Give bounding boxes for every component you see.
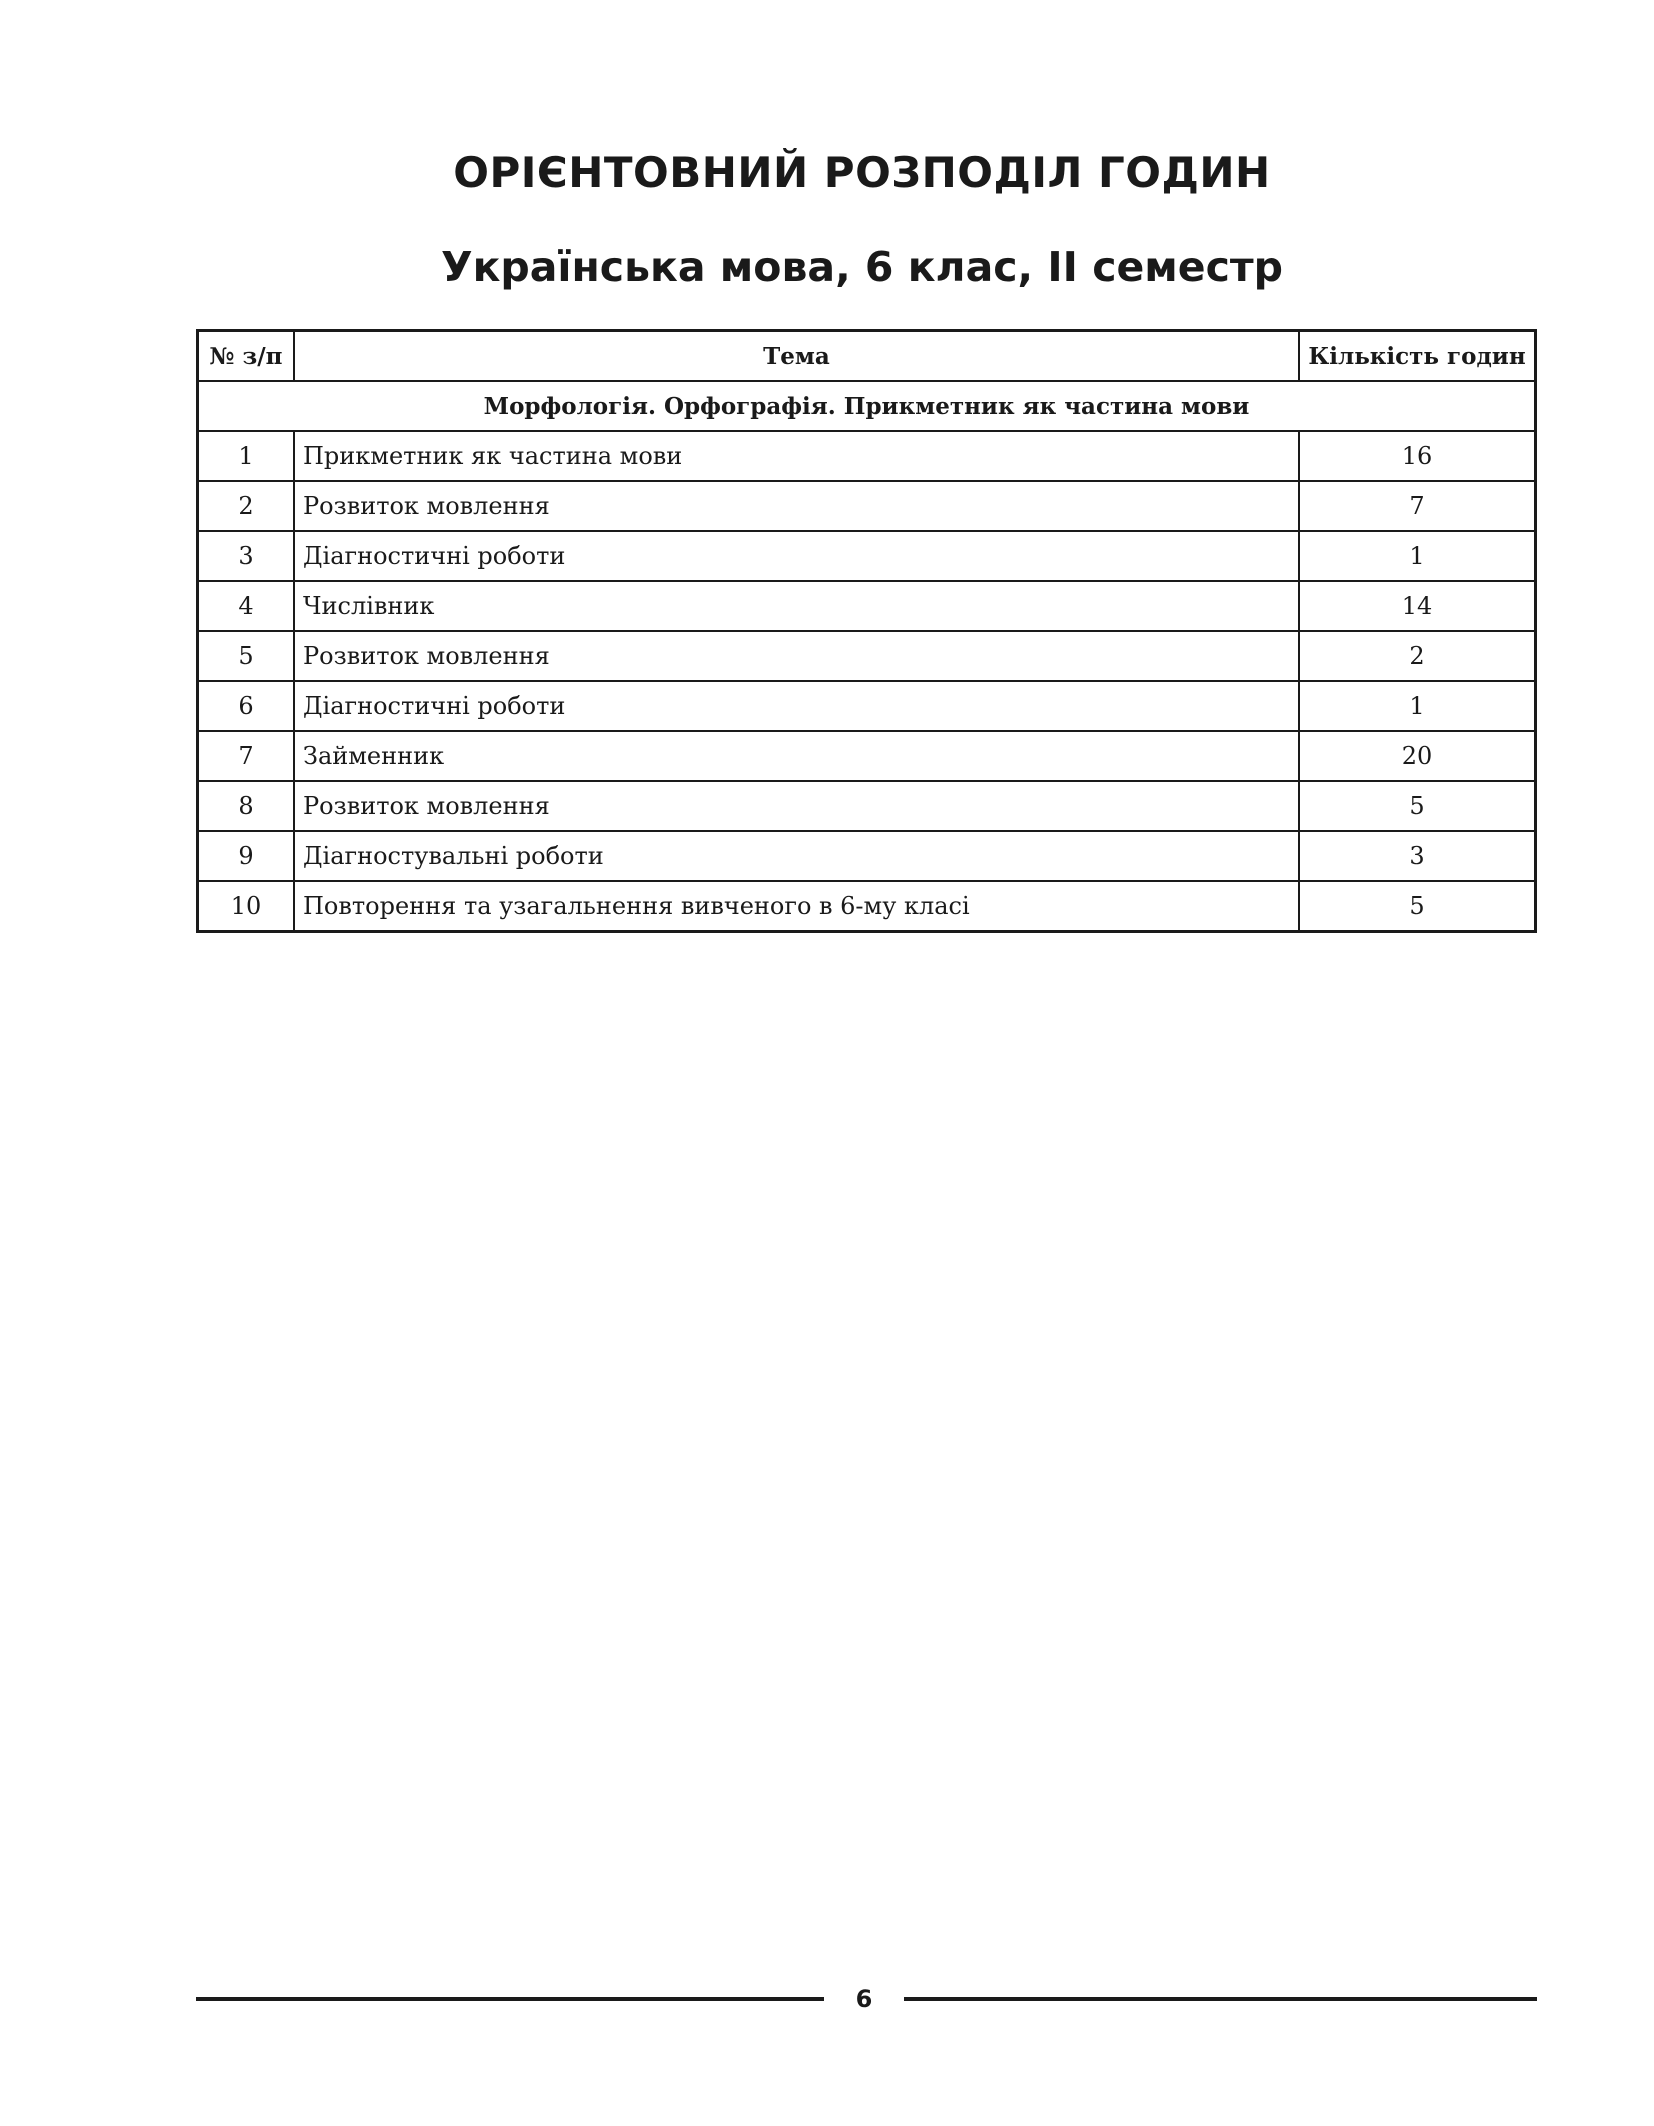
table-row <box>198 481 1536 531</box>
row-hours: 20 <box>1299 731 1536 781</box>
section-row <box>198 381 1536 431</box>
table-header-row <box>198 331 1536 382</box>
table-row <box>198 531 1536 581</box>
row-number: 8 <box>198 781 295 831</box>
row-topic: Займенник <box>294 731 1299 781</box>
row-topic: Діагностувальні роботи <box>294 831 1299 881</box>
row-topic: Розвиток мовлення <box>294 481 1299 531</box>
hours-table <box>196 329 1537 933</box>
table-row <box>198 781 1536 831</box>
row-topic: Числівник <box>294 581 1299 631</box>
row-number: 10 <box>198 881 295 932</box>
row-hours: 1 <box>1299 531 1536 581</box>
table-row <box>198 681 1536 731</box>
row-number: 3 <box>198 531 295 581</box>
row-hours: 3 <box>1299 831 1536 881</box>
row-hours: 16 <box>1299 431 1536 481</box>
row-hours: 2 <box>1299 631 1536 681</box>
row-number: 7 <box>198 731 295 781</box>
row-topic: Розвиток мовлення <box>294 631 1299 681</box>
section-title: Морфологія. Орфографія. Прикметник як частина мови <box>198 381 1536 431</box>
row-number: 2 <box>198 481 295 531</box>
header-number: № з/п <box>198 331 295 382</box>
table-row <box>198 831 1536 881</box>
row-number: 9 <box>198 831 295 881</box>
row-number: 5 <box>198 631 295 681</box>
row-number: 1 <box>198 431 295 481</box>
row-hours: 5 <box>1299 881 1536 932</box>
row-topic: Повторення та узагальнення вивченого в 6-му класі <box>294 881 1299 932</box>
page-number: 6 <box>855 1985 873 2013</box>
table-row <box>198 731 1536 781</box>
row-hours: 5 <box>1299 781 1536 831</box>
row-topic: Розвиток мовлення <box>294 781 1299 831</box>
page-subtitle: Українська мова, 6 клас, II семестр <box>440 243 1284 291</box>
row-hours: 7 <box>1299 481 1536 531</box>
page-title: ОРІЄНТОВНИЙ РОЗПОДІЛ ГОДИН <box>453 148 1271 197</box>
header-hours: Кількість годин <box>1299 331 1536 382</box>
row-topic: Діагностичні роботи <box>294 681 1299 731</box>
table-row <box>198 631 1536 681</box>
footer-rule-right <box>904 1997 1537 2001</box>
row-number: 4 <box>198 581 295 631</box>
row-number: 6 <box>198 681 295 731</box>
row-hours: 14 <box>1299 581 1536 631</box>
footer-rule-left <box>196 1997 824 2001</box>
row-hours: 1 <box>1299 681 1536 731</box>
page-footer <box>196 1984 1537 2014</box>
header-topic: Тема <box>294 331 1299 382</box>
table-row <box>198 881 1536 932</box>
table-row <box>198 431 1536 481</box>
table-row <box>198 581 1536 631</box>
row-topic: Діагностичні роботи <box>294 531 1299 581</box>
row-topic: Прикметник як частина мови <box>294 431 1299 481</box>
